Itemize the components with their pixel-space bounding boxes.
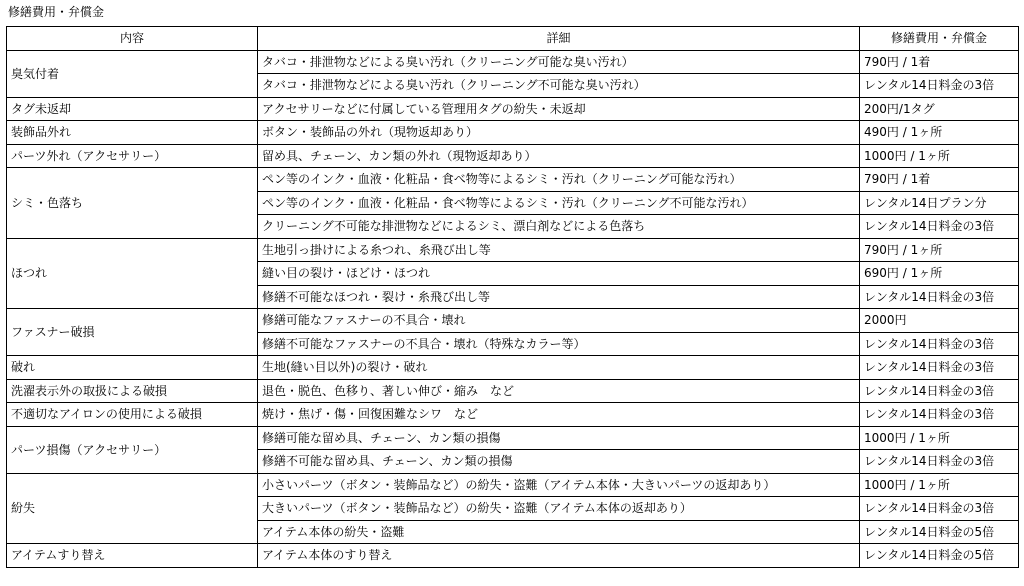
table-row [7,168,1019,192]
category-cell: タグ未返却 [7,97,258,121]
detail-cell: ボタン・装飾品の外れ（現物返却あり） [258,121,860,145]
detail-cell: アクセサリーなどに付属している管理用タグの紛失・未返却 [258,97,860,121]
header-row [7,27,1019,51]
table-row [7,356,1019,380]
detail-cell: 生地引っ掛けによる糸つれ、糸飛び出し等 [258,238,860,262]
fee-cell: レンタル14日料金の3倍 [860,74,1019,98]
table-row [7,121,1019,145]
fee-cell: レンタル14日料金の3倍 [860,285,1019,309]
fee-cell: レンタル14日プラン分 [860,191,1019,215]
detail-cell: 焼け・焦げ・傷・回復困難なシワ など [258,403,860,427]
category-cell: ファスナー破損 [7,309,258,356]
table-row [7,50,1019,74]
category-cell: シミ・色落ち [7,168,258,239]
detail-cell: ペン等のインク・血液・化粧品・食べ物等によるシミ・汚れ（クリーニング可能な汚れ） [258,168,860,192]
detail-cell: 生地(縫い目以外)の裂け・破れ [258,356,860,380]
table-row [7,473,1019,497]
category-cell: ほつれ [7,238,258,309]
detail-cell: 大きいパーツ（ボタン・装飾品など）の紛失・盗難（アイテム本体の返却あり） [258,497,860,521]
detail-cell: アイテム本体の紛失・盗難 [258,520,860,544]
table-row [7,309,1019,333]
category-cell: 紛失 [7,473,258,544]
table-row [7,403,1019,427]
fee-cell: 690円 / 1ヶ所 [860,262,1019,286]
category-cell: パーツ外れ（アクセサリー） [7,144,258,168]
detail-cell: 修繕不可能なファスナーの不具合・壊れ（特殊なカラー等） [258,332,860,356]
detail-cell: 縫い目の裂け・ほどけ・ほつれ [258,262,860,286]
table-header [7,27,1019,51]
fee-cell: レンタル14日料金の3倍 [860,497,1019,521]
fee-cell: レンタル14日料金の5倍 [860,520,1019,544]
category-cell: パーツ損傷（アクセサリー） [7,426,258,473]
detail-cell: 小さいパーツ（ボタン・装飾品など）の紛失・盗難（アイテム本体・大きいパーツの返却あり） [258,473,860,497]
table-row [7,144,1019,168]
repair-fee-table [6,26,1019,568]
table-body [7,50,1019,567]
fee-cell: 490円 / 1ヶ所 [860,121,1019,145]
fee-cell: 790円 / 1着 [860,168,1019,192]
table-row [7,544,1019,568]
header-detail: 詳細 [258,27,860,51]
fee-cell: 790円 / 1ヶ所 [860,238,1019,262]
fee-cell: レンタル14日料金の3倍 [860,215,1019,239]
fee-cell: 2000円 [860,309,1019,333]
detail-cell: アイテム本体のすり替え [258,544,860,568]
detail-cell: 退色・脱色、色移り、著しい伸び・縮み など [258,379,860,403]
fee-cell: レンタル14日料金の5倍 [860,544,1019,568]
category-cell: 不適切なアイロンの使用による破損 [7,403,258,427]
fee-cell: レンタル14日料金の3倍 [860,403,1019,427]
header-fee: 修繕費用・弁償金 [860,27,1019,51]
header-content: 内容 [7,27,258,51]
fee-cell: レンタル14日料金の3倍 [860,356,1019,380]
detail-cell: タバコ・排泄物などによる臭い汚れ（クリーニング不可能な臭い汚れ） [258,74,860,98]
detail-cell: 修繕可能なファスナーの不具合・壊れ [258,309,860,333]
table-row [7,426,1019,450]
category-cell: 洗濯表示外の取扱による破損 [7,379,258,403]
detail-cell: タバコ・排泄物などによる臭い汚れ（クリーニング可能な臭い汚れ） [258,50,860,74]
detail-cell: 留め具、チェーン、カン類の外れ（現物返却あり） [258,144,860,168]
category-cell: 臭気付着 [7,50,258,97]
fee-cell: 1000円 / 1ヶ所 [860,426,1019,450]
fee-cell: レンタル14日料金の3倍 [860,450,1019,474]
table-row [7,238,1019,262]
category-cell: 装飾品外れ [7,121,258,145]
detail-cell: クリーニング不可能な排泄物などによるシミ、漂白剤などによる色落ち [258,215,860,239]
category-cell: アイテムすり替え [7,544,258,568]
page-title: 修繕費用・弁償金 [8,5,105,19]
fee-cell: レンタル14日料金の3倍 [860,332,1019,356]
detail-cell: ペン等のインク・血液・化粧品・食べ物等によるシミ・汚れ（クリーニング不可能な汚れ） [258,191,860,215]
fee-cell: 1000円 / 1ヶ所 [860,144,1019,168]
table-row [7,97,1019,121]
detail-cell: 修繕不可能なほつれ・裂け・糸飛び出し等 [258,285,860,309]
fee-cell: レンタル14日料金の3倍 [860,379,1019,403]
detail-cell: 修繕可能な留め具、チェーン、カン類の損傷 [258,426,860,450]
category-cell: 破れ [7,356,258,380]
fee-cell: 200円/1タグ [860,97,1019,121]
fee-cell: 790円 / 1着 [860,50,1019,74]
fee-cell: 1000円 / 1ヶ所 [860,473,1019,497]
detail-cell: 修繕不可能な留め具、チェーン、カン類の損傷 [258,450,860,474]
table-row [7,379,1019,403]
